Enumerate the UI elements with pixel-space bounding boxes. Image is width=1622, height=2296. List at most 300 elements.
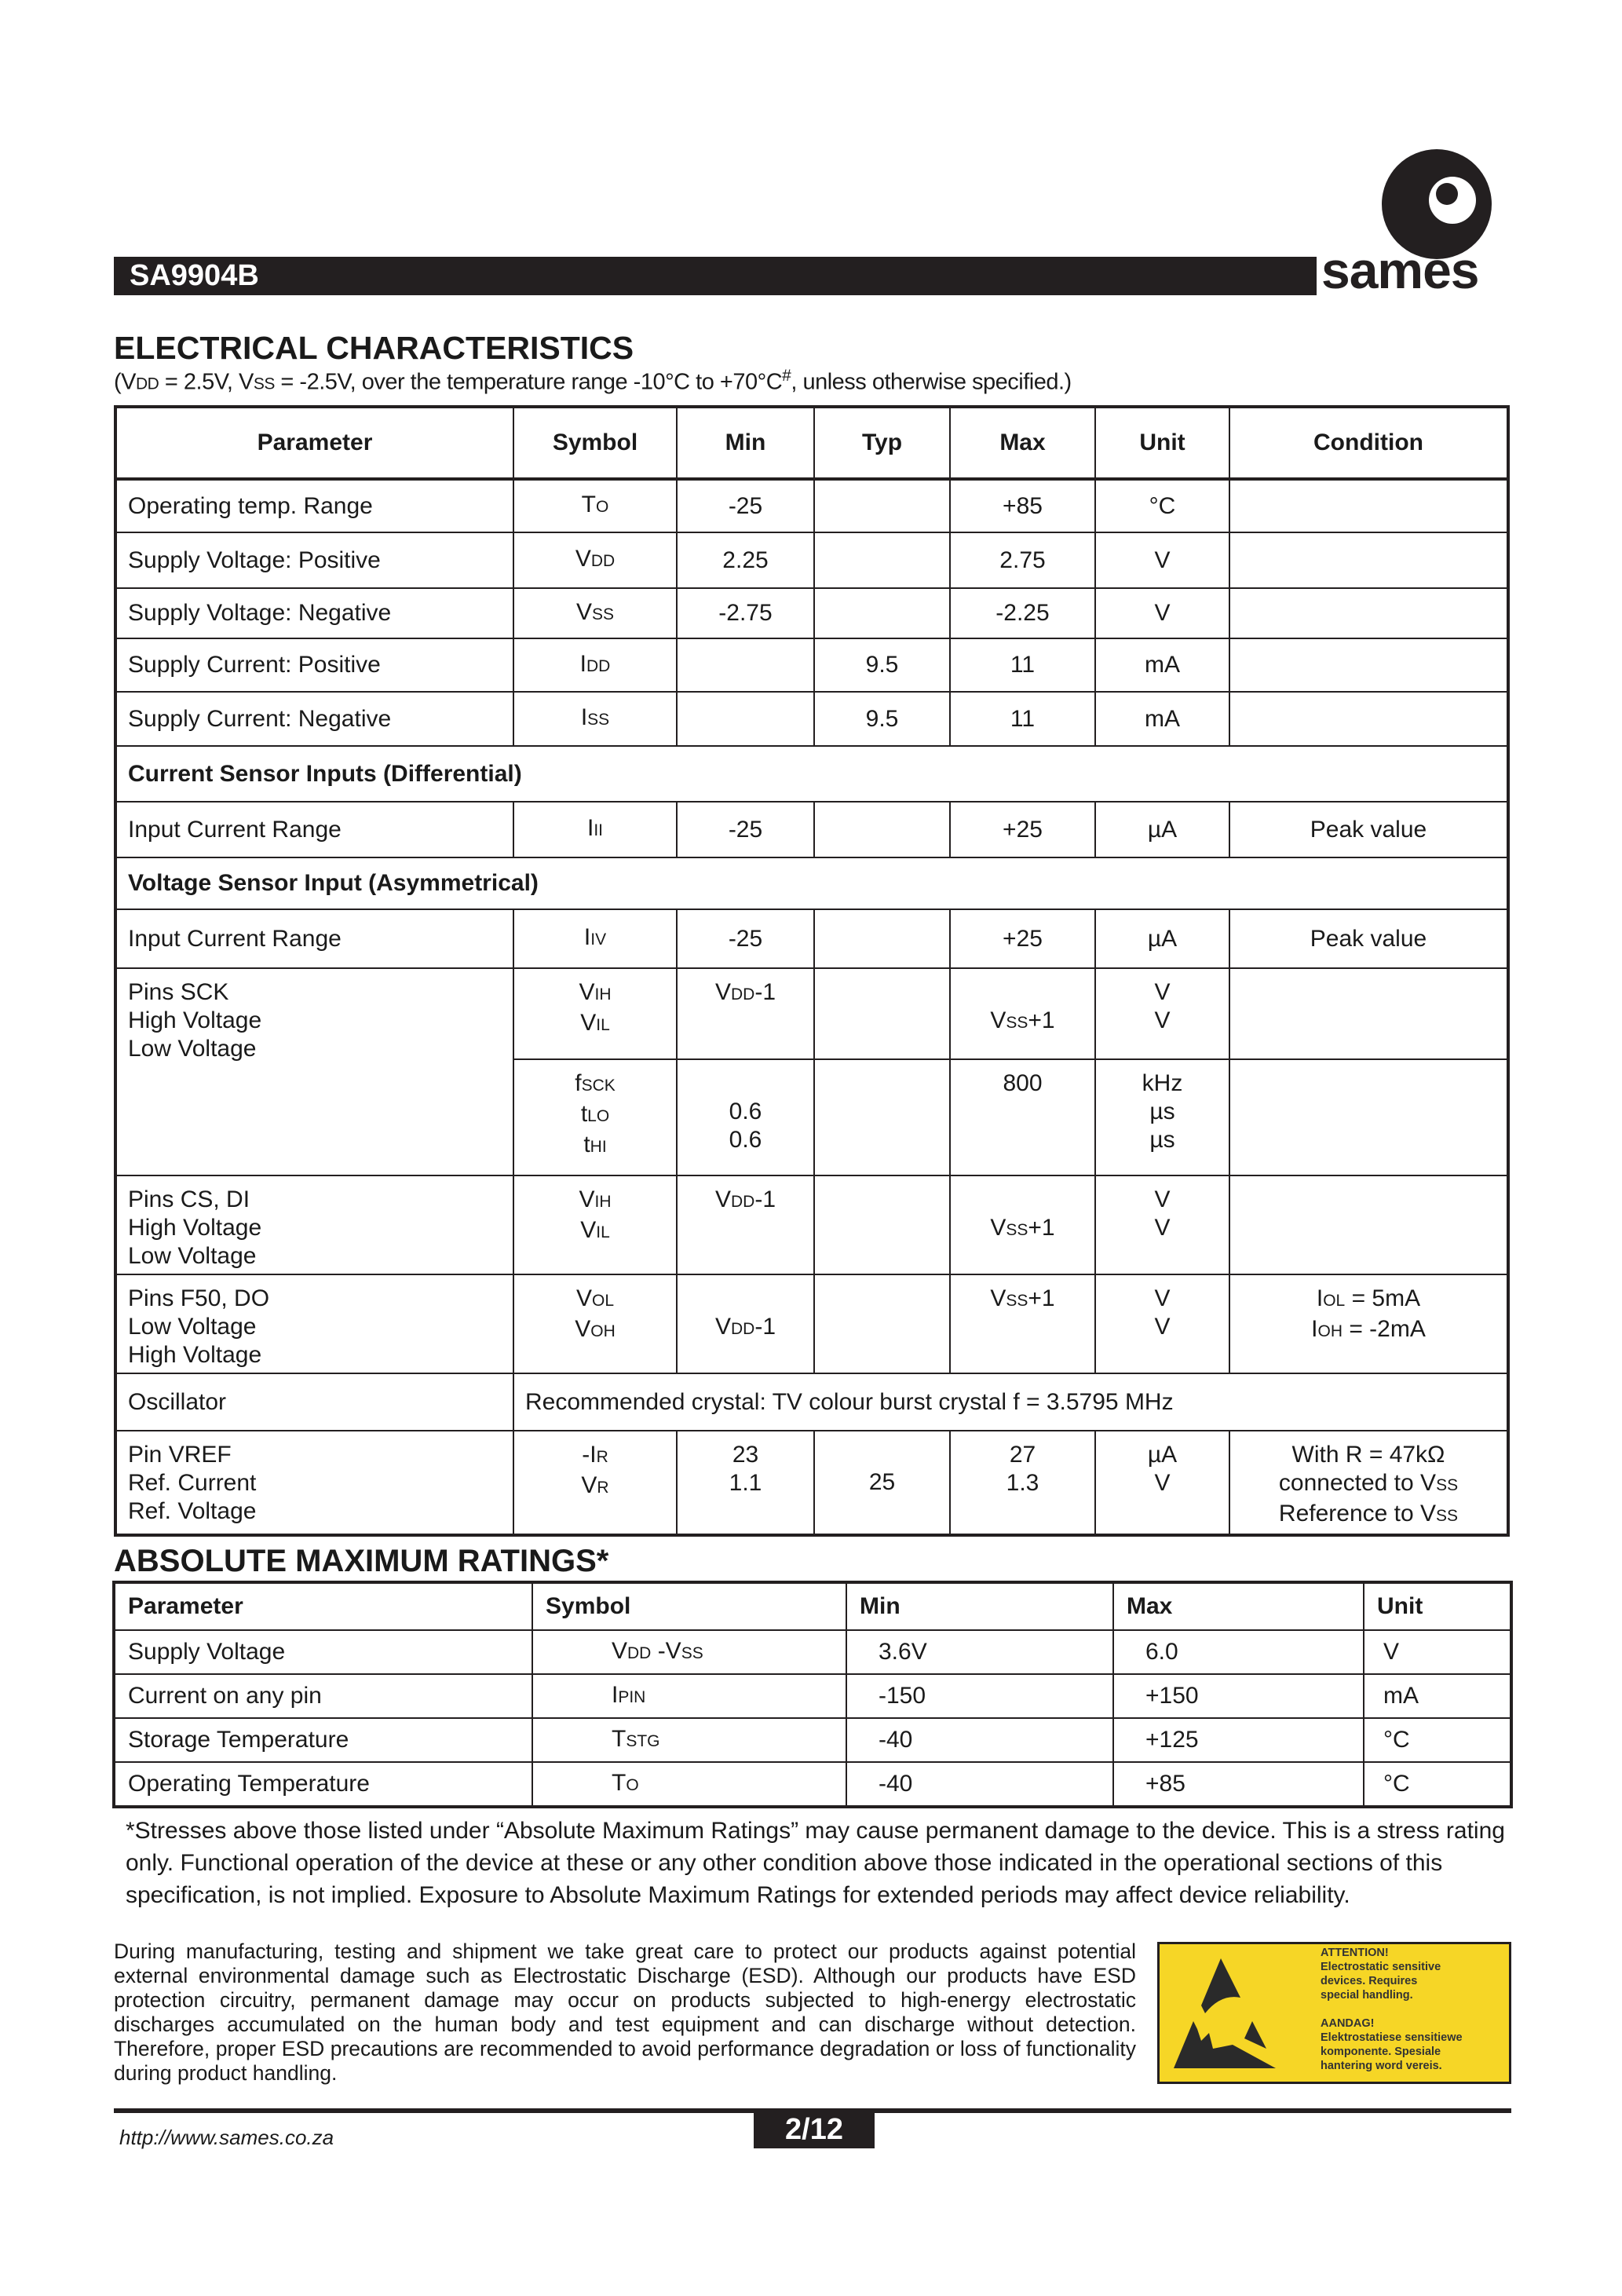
cell-line: 27 — [1009, 1442, 1036, 1468]
cell-line: 2.75 — [999, 547, 1046, 573]
cell-line: With R = 47kΩ — [1291, 1442, 1445, 1468]
cell-line — [525, 704, 665, 734]
cell-line — [689, 1313, 802, 1344]
table-cell — [513, 802, 677, 857]
subscript: SS — [681, 1643, 703, 1662]
table-cell — [677, 1059, 814, 1175]
text-segment: I — [1311, 1316, 1318, 1342]
cell-line: µA — [1147, 1442, 1178, 1468]
absolute-max-title: ABSOLUTE MAXIMUM RATINGS* — [114, 1544, 609, 1578]
subscript: HI — [590, 1138, 607, 1156]
text-segment: -V — [651, 1637, 681, 1664]
cell-line — [612, 1638, 681, 1664]
cell-line — [525, 1441, 665, 1472]
table-cell — [1095, 1274, 1229, 1373]
table-header-row — [114, 1582, 1511, 1630]
cell-line — [525, 1131, 665, 1161]
cell-line: mA — [1383, 1683, 1419, 1709]
table-cell — [513, 479, 677, 532]
table-cell — [115, 1274, 513, 1373]
cell-line — [525, 1186, 665, 1216]
table-cell — [677, 638, 814, 692]
text-segment: connected to V — [1278, 1470, 1437, 1496]
text-segment: (V — [114, 369, 136, 395]
cell-line: Oscillator — [128, 1388, 227, 1415]
table-cell — [1229, 1175, 1508, 1274]
table-cell — [1229, 802, 1508, 857]
table-cell — [677, 909, 814, 968]
subscript: IL — [596, 1016, 610, 1034]
sticker-line: komponente. Spesiale — [1321, 2046, 1441, 2058]
table-cell — [814, 1175, 950, 1274]
cell-line: 1.3 — [1006, 1470, 1039, 1496]
table-header-row — [115, 407, 1508, 479]
table-cell — [532, 1674, 846, 1718]
table-cell — [950, 1175, 1095, 1274]
sticker-line — [1321, 2002, 1463, 2016]
table-cell — [814, 1274, 950, 1373]
table-cell — [677, 692, 814, 746]
table-cell — [814, 802, 950, 857]
cell-line — [1241, 651, 1496, 679]
table-cell — [1095, 1431, 1229, 1535]
cell-line: Ref. Voltage — [128, 1498, 257, 1524]
subscript: OH — [1317, 1322, 1343, 1340]
table-cell — [114, 1674, 532, 1718]
cell-line — [689, 1186, 802, 1216]
text-segment: = 5mA — [1345, 1285, 1421, 1311]
table-row — [115, 802, 1508, 857]
subscript: SS — [592, 605, 615, 623]
text-segment: Reference to V — [1278, 1501, 1437, 1526]
cell-line — [525, 923, 665, 954]
table-cell — [677, 968, 814, 1059]
cell-line — [525, 1315, 665, 1346]
table-row — [115, 1431, 1508, 1535]
cell-line — [1241, 1211, 1496, 1239]
cell-line — [826, 547, 938, 575]
table-cell — [677, 588, 814, 638]
cell-line — [1241, 547, 1496, 575]
table-cell — [950, 909, 1095, 968]
cell-line: -25 — [728, 816, 763, 843]
cell-line — [962, 1126, 1083, 1154]
cell-line — [525, 1472, 665, 1502]
cell-line — [689, 1216, 802, 1245]
table-cell — [115, 1175, 513, 1274]
table-cell — [1364, 1762, 1511, 1807]
cell-line — [1241, 1500, 1496, 1530]
cell-line: Low Voltage — [128, 1314, 257, 1340]
header-bar — [114, 257, 1317, 295]
table-row — [115, 588, 1508, 638]
table-cell — [950, 692, 1095, 746]
cell-line — [1241, 1469, 1496, 1500]
text-segment: T — [612, 1725, 627, 1752]
column-header-max: Max — [950, 407, 1095, 479]
text-segment: t — [580, 1101, 588, 1127]
electrical-subtitle — [114, 367, 1072, 396]
subscript: DD — [586, 656, 611, 675]
cell-line — [1241, 599, 1496, 627]
column-header-condition: Condition — [1229, 407, 1508, 479]
table-cell — [814, 1059, 950, 1175]
text-segment: V — [714, 1314, 731, 1340]
text-segment: -I — [582, 1442, 597, 1468]
text-segment: V — [575, 1316, 591, 1342]
subscript: IH — [594, 985, 612, 1004]
table-cell — [814, 692, 950, 746]
table-cell — [1095, 638, 1229, 692]
cell-line: Pins CS, DI — [128, 1186, 250, 1212]
table-row — [115, 692, 1508, 746]
table-cell — [513, 532, 677, 588]
cell-line — [689, 705, 802, 733]
table-cell — [814, 588, 950, 638]
esd-paragraph: During manufacturing, testing and shipment we take great care to protect our products against potential external environmental damage such as Electrostatic Discharge (ESD). Although our products have ESD protection circuitry, permanent damage may occur on products subjected to high-energy electrostatic discharges accumulated on the human body and test equipment and can discharge without detection. Therefore, proper ESD precautions are recommended to avoid performance degradation or loss of functionality during product handling. — [114, 1940, 1136, 2085]
sticker-line: devices. Requires — [1321, 1975, 1418, 1987]
text-segment: t — [583, 1132, 590, 1157]
cell-line — [525, 814, 665, 845]
subscript: IV — [590, 930, 607, 949]
superscript: # — [782, 367, 791, 385]
text-segment: I — [586, 815, 594, 841]
table-cell — [513, 692, 677, 746]
cell-line: +85 — [1145, 1771, 1185, 1797]
cell-line — [689, 978, 802, 1009]
subscript: SS — [1006, 1014, 1028, 1032]
brand-name: sames — [1321, 241, 1479, 299]
table-cell — [1095, 1175, 1229, 1274]
table-cell — [513, 588, 677, 638]
table-cell — [1229, 1059, 1508, 1175]
subscript: IL — [596, 1223, 610, 1241]
cell-line: µs — [1149, 1127, 1175, 1153]
table-cell — [115, 479, 513, 532]
cell-line — [962, 1285, 1083, 1315]
cell-line — [962, 1007, 1083, 1037]
cell-line — [962, 1315, 1083, 1344]
text-segment: V — [575, 598, 592, 625]
table-cell — [950, 638, 1095, 692]
table-cell — [1229, 588, 1508, 638]
cell-line: +85 — [1003, 492, 1043, 519]
text-segment: , unless otherwise specified.) — [791, 369, 1072, 395]
cell-line: Supply Current: Negative — [128, 705, 392, 732]
cell-line: V — [1154, 1215, 1171, 1241]
text-segment: +1 — [1028, 1007, 1055, 1033]
table-cell — [532, 1630, 846, 1674]
cell-line: 1.1 — [729, 1470, 762, 1496]
cell-line: V — [1154, 600, 1171, 626]
esd-warning-sticker — [1157, 1942, 1511, 2084]
table-cell — [115, 638, 513, 692]
cell-line: +150 — [1145, 1683, 1199, 1709]
cell-line: +25 — [1003, 816, 1043, 843]
table-row — [114, 1630, 1511, 1674]
page-number: 2/12 — [754, 2111, 875, 2148]
text-segment: f — [575, 1070, 582, 1096]
cell-line — [681, 1638, 703, 1664]
esd-sticker-text — [1321, 1946, 1463, 2073]
column-header-parameter: Parameter — [114, 1582, 532, 1630]
table-cell — [677, 1175, 814, 1274]
column-header-parameter: Parameter — [115, 407, 513, 479]
table-row — [115, 968, 1508, 1059]
cell-line: High Voltage — [128, 1007, 262, 1033]
column-header-symbol: Symbol — [532, 1582, 846, 1630]
cell-line — [826, 1310, 938, 1338]
text-segment: V — [714, 979, 731, 1005]
text-segment: = -2.5V, over the temperature range -10°C to +70°C — [274, 369, 783, 395]
cell-line: kHz — [1142, 1070, 1183, 1096]
cell-line — [826, 492, 938, 521]
column-header-min: Min — [846, 1582, 1113, 1630]
table-cell — [1095, 968, 1229, 1059]
text-segment: I — [580, 704, 588, 730]
subscript: OH — [590, 1322, 616, 1340]
sticker-line: hantering word vereis. — [1321, 2060, 1442, 2072]
cell-line — [525, 1069, 665, 1100]
subscript: OL — [1323, 1292, 1346, 1310]
cell-line: V — [1154, 1186, 1171, 1212]
cell-line: V — [1154, 979, 1171, 1005]
text-segment: = -2mA — [1342, 1316, 1426, 1342]
table-cell — [1364, 1630, 1511, 1674]
table-cell — [114, 1762, 532, 1807]
cell-line: 23 — [732, 1442, 759, 1468]
cell-line: V — [1154, 547, 1171, 573]
subscript: SS — [1006, 1221, 1028, 1239]
cell-line: 9.5 — [865, 705, 899, 732]
table-cell — [115, 532, 513, 588]
electrical-title: ELECTRICAL CHARACTERISTICS — [114, 330, 634, 366]
subscript: SCK — [581, 1077, 616, 1095]
cell-line — [826, 599, 938, 627]
cell-line: 9.5 — [865, 652, 899, 678]
text-segment: -1 — [754, 1314, 776, 1340]
table-row — [115, 1175, 1508, 1274]
text-segment: T — [612, 1769, 627, 1796]
subscript: O — [595, 498, 609, 516]
table-cell — [814, 638, 950, 692]
table-cell — [950, 532, 1095, 588]
table-cell — [1095, 588, 1229, 638]
sticker-line: AANDAG! — [1321, 2017, 1375, 2030]
text-segment: = 2.5V, V — [159, 369, 254, 395]
table-cell — [1095, 692, 1229, 746]
cell-line — [612, 1726, 660, 1752]
table-cell — [532, 1762, 846, 1807]
cell-line: V — [1154, 1285, 1171, 1311]
cell-line: Supply Current: Positive — [128, 652, 381, 678]
table-cell — [677, 479, 814, 532]
subscript: IH — [594, 1193, 612, 1211]
cell-line: 11 — [1010, 652, 1036, 678]
subscript: PIN — [618, 1687, 646, 1706]
cell-line: -2.25 — [995, 600, 1050, 626]
table-cell — [115, 1431, 513, 1535]
cell-line — [525, 978, 665, 1009]
subscript: SS — [1436, 1507, 1459, 1525]
text-segment: V — [580, 1217, 597, 1243]
table-cell — [115, 968, 513, 1175]
column-header-max: Max — [1113, 1582, 1364, 1630]
cell-line: 25 — [868, 1469, 896, 1495]
cell-line: +25 — [1003, 925, 1043, 952]
table-row — [115, 532, 1508, 588]
column-header-symbol: Symbol — [513, 407, 677, 479]
column-header-unit: Unit — [1095, 407, 1229, 479]
table-cell — [114, 1718, 532, 1762]
subscript: DD — [730, 1320, 755, 1338]
text-segment: V — [612, 1637, 628, 1664]
table-cell — [1229, 1274, 1508, 1373]
text-segment: V — [580, 1010, 597, 1036]
cell-line: 0.6 — [729, 1099, 762, 1124]
section-row — [115, 746, 1508, 802]
section-row — [115, 857, 1508, 909]
table-cell — [1113, 1762, 1364, 1807]
table-cell — [1113, 1718, 1364, 1762]
table-cell — [513, 1431, 677, 1535]
footer-url[interactable]: http://www.sames.co.za — [119, 2126, 334, 2149]
subscript: DD — [730, 1193, 755, 1211]
table-cell — [1229, 692, 1508, 746]
table-cell — [814, 968, 950, 1059]
text-segment: +1 — [1028, 1285, 1055, 1311]
text-segment: -1 — [754, 1186, 776, 1212]
table-cell — [1229, 909, 1508, 968]
cell-line: -40 — [879, 1771, 913, 1797]
table-cell — [532, 1718, 846, 1762]
table-cell — [814, 1431, 950, 1535]
cell-line: Input Current Range — [128, 816, 342, 843]
cell-line — [525, 1009, 665, 1040]
absolute-max-footnote: *Stresses above those listed under “Absolute Maximum Ratings” may cause permanent damage to the device. This is a stress rating only. Functional operation of the device at these or any other condition above those indicated in the operational sections of this specification, is not implied. Exposure to Absolute Maximum Ratings for extended periods may affect device reliability. — [126, 1818, 1505, 1908]
cell-line — [826, 816, 938, 844]
subscript: SS — [1006, 1292, 1028, 1310]
cell-line: Pin VREF — [128, 1442, 232, 1468]
cell-line: -40 — [879, 1727, 913, 1753]
sticker-line: Elektrostatiese sensitiewe — [1321, 2031, 1463, 2044]
section-label: Current Sensor Inputs (Differential) — [115, 746, 1508, 802]
table-cell — [950, 1274, 1095, 1373]
table-cell — [1364, 1718, 1511, 1762]
cell-line: µA — [1147, 816, 1178, 843]
table-cell — [1095, 802, 1229, 857]
cell-line: Operating temp. Range — [128, 492, 373, 519]
cell-line: Recommended crystal: TV colour burst crystal f = 3.5795 MHz — [525, 1388, 1174, 1415]
cell-line — [525, 598, 665, 629]
table-cell — [950, 1431, 1095, 1535]
cell-line: °C — [1383, 1771, 1410, 1797]
cell-line: High Voltage — [128, 1215, 262, 1241]
cell-line — [962, 1186, 1083, 1214]
table-cell — [513, 1373, 1508, 1431]
subscript: DD — [730, 985, 755, 1004]
cell-line — [1241, 1285, 1496, 1315]
text-segment: V — [990, 1215, 1006, 1241]
cell-line: Peak value — [1310, 816, 1427, 843]
cell-line: °C — [1149, 492, 1176, 519]
cell-line: 6.0 — [1145, 1639, 1178, 1665]
table-cell — [950, 802, 1095, 857]
cell-line — [525, 1216, 665, 1247]
table-cell — [1229, 1431, 1508, 1535]
sticker-line: special handling. — [1321, 1989, 1413, 2002]
cell-line: µs — [1149, 1099, 1175, 1124]
cell-line: 800 — [1003, 1070, 1043, 1096]
cell-line: High Voltage — [128, 1342, 262, 1368]
table-cell — [677, 1274, 814, 1373]
table-cell — [677, 1431, 814, 1535]
cell-line: V — [1154, 1314, 1171, 1340]
table-row — [115, 1274, 1508, 1373]
text-segment: T — [581, 492, 596, 517]
text-segment: V — [575, 1285, 592, 1311]
cell-line — [689, 1009, 802, 1037]
cell-line — [612, 1682, 645, 1708]
cell-line: -2.75 — [718, 600, 773, 626]
cell-line — [826, 1103, 938, 1132]
table-cell — [1229, 479, 1508, 532]
text-segment: +1 — [1028, 1215, 1055, 1241]
subscript: R — [597, 1479, 609, 1497]
cell-line: Pins SCK — [128, 979, 229, 1005]
text-segment: V — [579, 1186, 595, 1212]
table-cell — [115, 1373, 513, 1431]
cell-line: V — [1154, 1007, 1171, 1033]
table-cell — [950, 1059, 1095, 1175]
cell-line — [612, 1770, 639, 1796]
subscript: SS — [1436, 1476, 1459, 1494]
table-cell — [115, 909, 513, 968]
cell-line: -150 — [879, 1683, 926, 1709]
cell-line: °C — [1383, 1727, 1410, 1753]
table-row — [114, 1718, 1511, 1762]
part-number: SA9904B — [130, 259, 259, 292]
cell-line: Operating Temperature — [128, 1771, 370, 1797]
cell-line — [525, 545, 665, 576]
column-header-typ: Typ — [814, 407, 950, 479]
text-segment: V — [579, 979, 595, 1005]
subscript: SS — [587, 711, 610, 729]
subscript: DD — [627, 1643, 652, 1662]
text-segment: I — [583, 924, 591, 950]
cell-line: Storage Temperature — [128, 1727, 349, 1753]
cell-line — [962, 1098, 1083, 1126]
table-cell — [814, 909, 950, 968]
table-row — [115, 909, 1508, 968]
table-cell — [846, 1762, 1113, 1807]
cell-line — [962, 1214, 1083, 1245]
table-cell — [513, 1274, 677, 1373]
text-segment: I — [579, 650, 586, 677]
cell-line: Ref. Current — [128, 1470, 257, 1496]
table-cell — [1113, 1630, 1364, 1674]
cell-line: V — [1383, 1639, 1400, 1665]
table-cell — [513, 1175, 677, 1274]
table-cell — [677, 802, 814, 857]
cell-line: Current on any pin — [128, 1683, 322, 1709]
table-cell — [1095, 532, 1229, 588]
table-row — [114, 1674, 1511, 1718]
table-cell — [513, 968, 677, 1059]
cell-line — [1241, 1000, 1496, 1028]
sticker-line: Electrostatic sensitive — [1321, 1961, 1441, 1973]
table-cell — [814, 532, 950, 588]
